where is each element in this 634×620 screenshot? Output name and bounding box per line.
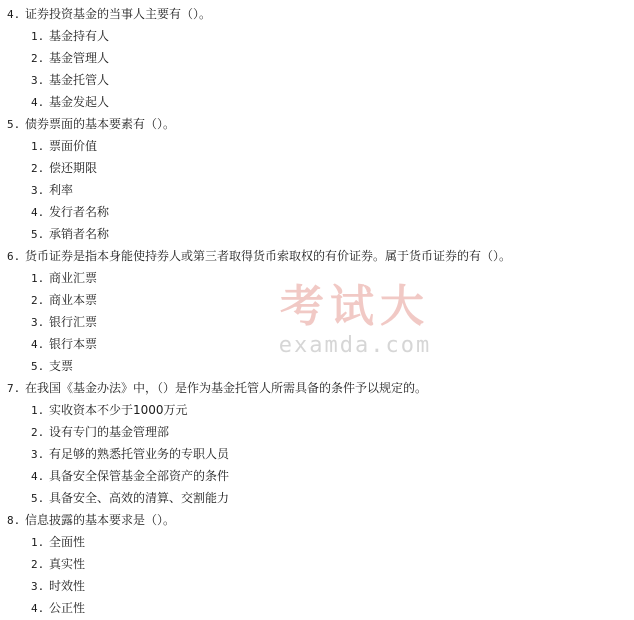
option-number: 4. <box>31 602 45 615</box>
option-text: 全面性 <box>49 535 86 549</box>
question-text: 在我国《基金办法》中，（）是作为基金托管人所需具备的条件予以规定的。 <box>25 381 428 395</box>
option-text: 设有专门的基金管理部 <box>49 425 170 439</box>
question-text: 证券投资基金的当事人主要有（）。 <box>25 7 212 21</box>
question-number: 4. <box>7 8 21 21</box>
option-6-3 <box>0 311 634 333</box>
option-text: 真实性 <box>49 557 86 571</box>
option-number: 3. <box>31 74 45 87</box>
option-7-2 <box>0 421 634 443</box>
option-4-4 <box>0 91 634 113</box>
option-number: 1. <box>31 30 45 43</box>
watermark-domain: examda.com <box>278 333 432 358</box>
option-text: 支票 <box>49 359 74 373</box>
option-number: 4. <box>31 338 45 351</box>
option-number: 1. <box>31 140 45 153</box>
option-number: 4. <box>31 206 45 219</box>
option-6-5 <box>0 355 634 377</box>
option-text: 票面价值 <box>49 139 98 153</box>
option-text: 有足够的熟悉托管业务的专职人员 <box>49 447 230 461</box>
option-8-1 <box>0 531 634 553</box>
question-text: 债券票面的基本要素有（）。 <box>25 117 176 131</box>
option-6-1 <box>0 267 634 289</box>
option-text: 偿还期限 <box>49 161 98 175</box>
question-number: 6. <box>7 250 21 263</box>
question-number: 7. <box>7 382 21 395</box>
option-5-3 <box>0 179 634 201</box>
option-number: 1. <box>31 272 45 285</box>
option-number: 2. <box>31 162 45 175</box>
question-list <box>0 3 634 619</box>
question-text: 货币证券是指本身能使持券人或第三者取得货币索取权的有价证券。属于货币证券的有（）。 <box>25 249 512 263</box>
option-text: 具备安全、高效的清算、交割能力 <box>49 491 230 505</box>
option-number: 2. <box>31 426 45 439</box>
option-text: 银行汇票 <box>49 315 98 329</box>
option-number: 5. <box>31 492 45 505</box>
question-6 <box>0 245 634 267</box>
watermark-logo-text: 考试大 <box>280 281 430 332</box>
option-number: 2. <box>31 558 45 571</box>
question-4 <box>0 3 634 25</box>
option-text: 利率 <box>49 183 74 197</box>
option-5-4 <box>0 201 634 223</box>
option-7-3 <box>0 443 634 465</box>
option-7-4 <box>0 465 634 487</box>
option-text: 具备安全保管基金全部资产的条件 <box>49 469 230 483</box>
question-7 <box>0 377 634 399</box>
option-number: 3. <box>31 448 45 461</box>
option-text: 时效性 <box>49 579 86 593</box>
option-number: 3. <box>31 184 45 197</box>
option-4-2 <box>0 47 634 69</box>
option-number: 5. <box>31 228 45 241</box>
question-text: 信息披露的基本要求是（）。 <box>25 513 176 527</box>
option-number: 2. <box>31 52 45 65</box>
option-5-2 <box>0 157 634 179</box>
question-number: 8. <box>7 514 21 527</box>
option-number: 3. <box>31 316 45 329</box>
option-text: 公正性 <box>49 601 86 615</box>
option-4-1 <box>0 25 634 47</box>
question-number: 5. <box>7 118 21 131</box>
option-number: 4. <box>31 470 45 483</box>
option-text: 承销者名称 <box>49 227 110 241</box>
option-text: 基金持有人 <box>49 29 110 43</box>
option-text: 商业本票 <box>49 293 98 307</box>
option-text: 基金托管人 <box>49 73 110 87</box>
option-text: 商业汇票 <box>49 271 98 285</box>
option-text: 基金发起人 <box>49 95 110 109</box>
option-5-1 <box>0 135 634 157</box>
option-7-5 <box>0 487 634 509</box>
option-5-5 <box>0 223 634 245</box>
option-number: 3. <box>31 580 45 593</box>
option-text: 实收资本不少于1000万元 <box>49 403 188 417</box>
option-8-4 <box>0 597 634 619</box>
question-5 <box>0 113 634 135</box>
option-number: 4. <box>31 96 45 109</box>
option-text: 银行本票 <box>49 337 98 351</box>
option-8-3 <box>0 575 634 597</box>
option-6-2 <box>0 289 634 311</box>
option-7-1 <box>0 399 634 421</box>
option-text: 发行者名称 <box>49 205 110 219</box>
option-text: 基金管理人 <box>49 51 110 65</box>
option-number: 1. <box>31 536 45 549</box>
question-8 <box>0 509 634 531</box>
option-4-3 <box>0 69 634 91</box>
option-number: 2. <box>31 294 45 307</box>
option-6-4 <box>0 333 634 355</box>
option-number: 5. <box>31 360 45 373</box>
option-8-2 <box>0 553 634 575</box>
option-number: 1. <box>31 404 45 417</box>
